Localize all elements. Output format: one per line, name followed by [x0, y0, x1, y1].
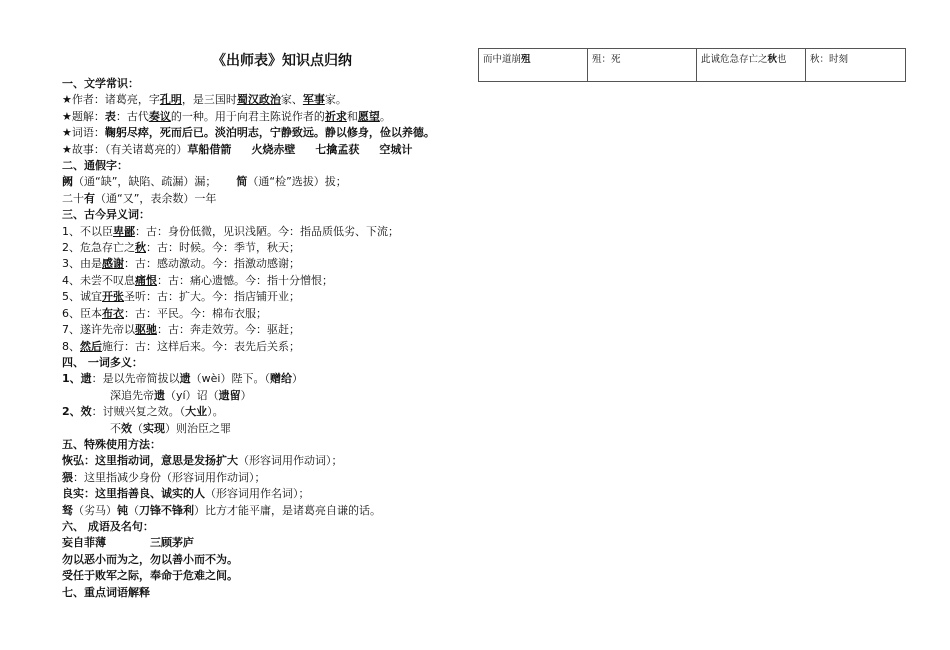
tongjia-char: 简: [236, 175, 248, 189]
usage-text: （劣马）: [73, 503, 117, 517]
tongjia-char: 阙: [62, 175, 73, 189]
table-cell: 秋：时刻: [806, 49, 906, 82]
usage-line-3: [62, 486, 472, 502]
usage-term: 钝: [117, 503, 128, 517]
list-item: [62, 339, 472, 355]
cell-text: 而中道崩: [483, 54, 522, 65]
item-word: 感谢: [102, 257, 124, 271]
item-word: 驱驰: [135, 323, 157, 337]
topic-term: 表: [104, 109, 116, 123]
section-heading-6: 六、 成语及名句：: [62, 519, 154, 533]
list-item: [62, 273, 472, 289]
author-text: 家、: [280, 93, 303, 107]
topic-term: 愿望: [357, 109, 380, 123]
polysemy-line-3: [62, 404, 472, 420]
topic-term: 祈求: [324, 109, 347, 123]
table-row: [479, 49, 906, 82]
topic-term: 奏议: [148, 109, 171, 123]
polysemy-text: ）。: [207, 405, 224, 419]
tongjia-text: （通“检”选拔）拔；: [247, 175, 347, 189]
usage-term: 刀锋不锋利: [139, 503, 194, 517]
quote-line: 勿以恶小而为之，勿以善小而不为。: [62, 552, 238, 566]
item-text: ：古：感动激动。今：指激动感谢；: [124, 257, 300, 271]
item-prefix: 4、未尝不叹息: [62, 273, 135, 287]
tongjia-line-2: [62, 191, 472, 207]
tongjia-char: 有: [84, 191, 95, 205]
story-line: [62, 142, 472, 158]
polysemy-meaning: 实现: [143, 421, 165, 435]
tongjia-line-1: [62, 174, 472, 190]
list-item: [62, 224, 472, 240]
polysemy-line-1: [62, 371, 472, 387]
polysemy-word: 效: [80, 405, 92, 419]
author-line: [62, 92, 472, 108]
cell-text: 此诚危急存亡之: [701, 54, 768, 65]
polysemy-line-4: [62, 421, 472, 437]
polysemy-number: 1、: [62, 372, 81, 386]
list-item: [62, 289, 472, 305]
tongjia-text: （通“缺”，缺陷、疏漏）漏；: [73, 175, 217, 189]
story-label: ★故事：（有关诸葛亮的）: [62, 142, 188, 156]
item-word: 秋: [135, 241, 146, 255]
idiom: 三顾茅庐: [150, 536, 194, 550]
item-word: 然后: [80, 339, 102, 353]
section-heading-7: 七、重点词语解释: [62, 585, 150, 599]
usage-text: （: [128, 503, 139, 517]
polysemy-text: 深追先帝: [110, 388, 154, 402]
polysemy-text: ）: [240, 388, 252, 402]
list-item: [62, 256, 472, 272]
polysemy-text: （yí）诏（: [165, 388, 219, 402]
usage-term: 驽: [62, 503, 73, 517]
polysemy-meaning: 遗留: [218, 388, 241, 402]
usage-text: ）比方才能平庸，是诸葛亮自谦的话。: [194, 503, 381, 517]
polysemy-text: （wèi）陛下。（: [190, 372, 270, 386]
polysemy-text: ）: [291, 372, 303, 386]
words-label: ★词语：: [62, 126, 105, 140]
section-heading-2: 二、通假字：: [62, 159, 128, 173]
table-cell: [697, 49, 806, 82]
polysemy-text: 不: [110, 421, 121, 435]
item-word: 布衣: [102, 306, 124, 320]
usage-line-2: [62, 470, 472, 486]
story-item: 空城计: [379, 142, 413, 156]
polysemy-meaning: 赠给: [269, 372, 292, 386]
polysemy-text: ：讨贼兴复之效。（: [91, 405, 186, 419]
section-heading-1: 一、文学常识：: [62, 77, 139, 90]
notes-column: [62, 50, 472, 601]
topic-text: 的一种。用于向君主陈说作者的: [170, 109, 325, 123]
author-label: ★作者：诸葛亮，字: [62, 93, 160, 107]
topic-text: ：古代: [115, 109, 149, 123]
item-prefix: 1、不以臣: [62, 224, 113, 238]
author-role: 军事: [302, 93, 325, 107]
item-text: 圣听：古：扩大。今：指店铺开业；: [124, 290, 300, 304]
table-cell: 殂：死: [588, 49, 697, 82]
usage-term: 猥: [62, 470, 73, 484]
section-heading-5: 五、特殊使用方法：: [62, 437, 161, 451]
polysemy-word: 效: [121, 421, 132, 435]
key-words-table: [478, 48, 906, 82]
item-text: ：古：痛心遗憾。今：指十分憎恨；: [157, 273, 333, 287]
usage-text: ：这里指减少身份（形容词用作动词）；: [73, 470, 266, 484]
cell-keyword: 秋: [767, 54, 778, 65]
section-heading-3: 三、古今异义词：: [62, 208, 150, 222]
idiom: 妄自菲薄: [62, 536, 106, 550]
list-item: [62, 306, 472, 322]
topic-text: 。: [379, 109, 391, 123]
polysemy-word: 遗: [154, 388, 165, 402]
section-heading-4: 四、 一词多义：: [62, 355, 143, 369]
polysemy-number: 2、: [62, 405, 81, 419]
polysemy-line-2: [62, 388, 472, 404]
story-item: 火烧赤壁: [251, 142, 296, 156]
table-cell: [479, 49, 588, 82]
author-name: 孔明: [159, 93, 182, 107]
item-text: ：古：平民。今：棉布衣服；: [124, 306, 267, 320]
topic-line: [62, 109, 472, 125]
item-word: 痛恨: [135, 273, 157, 287]
tongjia-text: （通“又”，表余数）一年: [95, 191, 217, 205]
tongjia-text: 二十: [62, 191, 84, 205]
usage-line-4: [62, 503, 472, 519]
cell-text: 也: [777, 54, 787, 65]
words-line: [62, 125, 472, 141]
usage-text: （形容词用作名词）；: [205, 487, 310, 501]
item-prefix: 6、臣本: [62, 306, 102, 320]
usage-line-1: [62, 453, 472, 469]
quote-line: 受任于败军之际，奉命于危难之间。: [62, 569, 238, 583]
item-prefix: 5、诚宜: [62, 290, 102, 304]
usage-text: （形容词用作动词）；: [238, 454, 343, 468]
author-text: ，是三国时: [181, 93, 237, 107]
story-item: 七擒孟获: [315, 142, 360, 156]
gujin-list: [62, 224, 472, 355]
polysemy-word: 遗: [179, 372, 191, 386]
page-title: 《出师表》知识点归纳: [212, 53, 352, 69]
item-word: 开张: [102, 290, 124, 304]
item-prefix: 2、危急存亡之: [62, 241, 135, 255]
cell-keyword: 殂: [521, 54, 531, 65]
polysemy-text: ）则治臣之罪: [165, 421, 231, 435]
item-prefix: 3、由是: [62, 257, 102, 271]
polysemy-meaning: 大业: [185, 405, 208, 419]
item-prefix: 7、遂许先帝以: [62, 323, 135, 337]
item-text: ：古：奔走效劳。今：驱赶；: [157, 323, 300, 337]
idiom-line: [62, 535, 472, 551]
words-text: 鞠躬尽瘁，死而后已。淡泊明志，宁静致远。静以修身，俭以养德。: [104, 126, 435, 140]
topic-label: ★题解：: [62, 109, 105, 123]
item-text: 施行：古：这样后来。今：表先后关系；: [102, 339, 300, 353]
item-text: ：古：时候。今：季节，秋天；: [146, 241, 300, 255]
polysemy-text: ：是以先帝简拔以: [91, 372, 180, 386]
list-item: [62, 322, 472, 338]
author-text: 家。: [324, 93, 347, 107]
author-state: 蜀汉政治: [236, 93, 281, 107]
item-text: ：古：身份低微，见识浅陋。今：指品质低劣、下流；: [135, 224, 399, 238]
topic-text: 和: [346, 109, 358, 123]
item-prefix: 8、: [62, 339, 80, 353]
usage-term: 良实：这里指善良、诚实的人: [62, 487, 205, 501]
story-item: 草船借箭: [187, 142, 232, 156]
item-word: 卑鄙: [113, 224, 135, 238]
usage-term: 恢弘：这里指动词，意思是发扬扩大: [62, 454, 238, 468]
list-item: [62, 240, 472, 256]
polysemy-text: （: [132, 421, 143, 435]
polysemy-word: 遗: [80, 372, 92, 386]
